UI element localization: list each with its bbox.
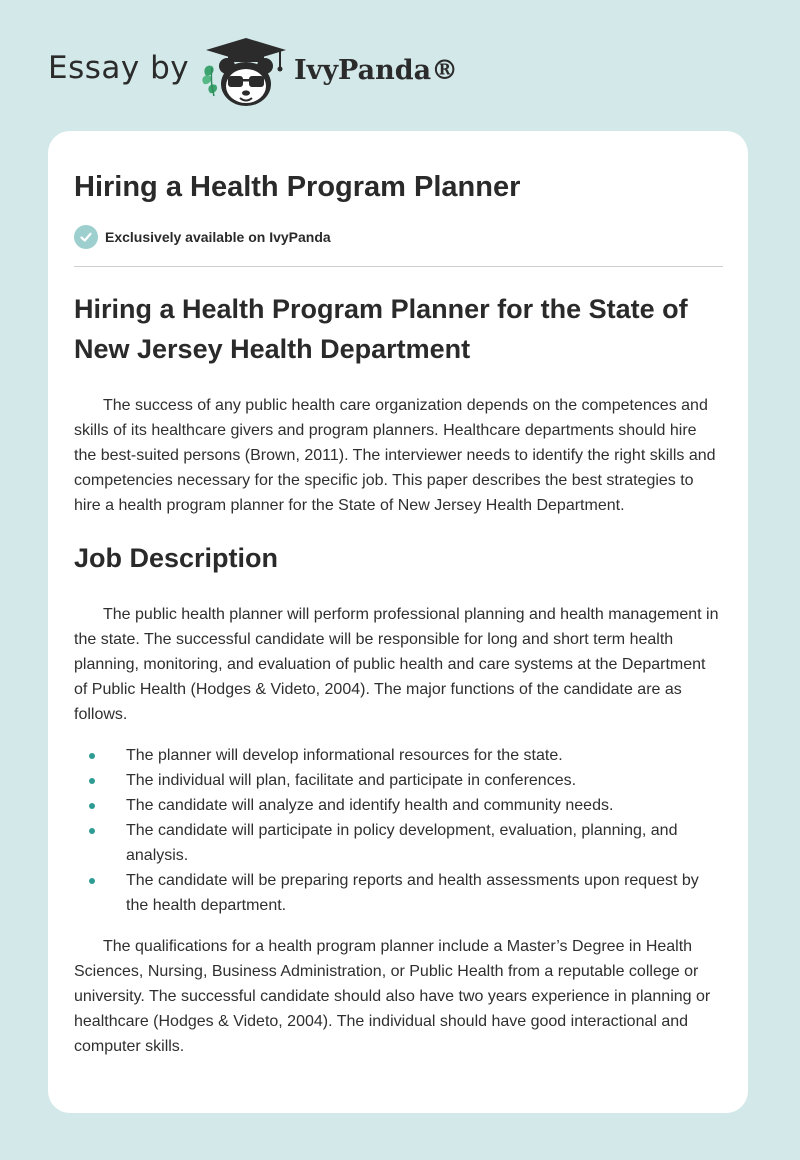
list-item-text: The planner will develop informational resources for the state.: [126, 747, 563, 764]
bullet-dot-icon: [89, 778, 95, 784]
list-item-text: The individual will plan, facilitate and participate in conferences.: [126, 772, 577, 789]
list-item-text: The candidate will participate in policy development, evaluation, planning, and analysis.: [126, 822, 678, 864]
brand-name[interactable]: IvyPanda®: [294, 55, 459, 86]
main-heading: Hiring a Health Program Planner for the State of New Jersey Health Department: [74, 294, 688, 364]
list-item: [74, 868, 722, 918]
intro-paragraph: The success of any public health care organization depends on the competences and skills of its healthcare givers and program planners. Healthcare departments should hire the best-suited persons (Brown, 2011). The interviewer needs to identify the right skills and competencies necessary for the specific job. This paper describes the best strategies to hire a health program planner for the State of New Jersey Health Department.: [74, 397, 716, 514]
exclusive-badge-label: Exclusively available on IvyPanda: [105, 229, 331, 245]
list-item: [74, 768, 722, 793]
panda-graduate-icon[interactable]: [200, 36, 292, 108]
qualifications-paragraph: The qualifications for a health program planner include a Master’s Degree in Health Sciences, Nursing, Business Administration, or Public Health from a reputable college or university. The successful candidate should also have two years experience in planning or healthcare (Hodges & Videto, 2004). The individual should have good interactional and computer skills.: [74, 938, 711, 1055]
site-header: [0, 0, 800, 130]
bullet-dot-icon: [89, 803, 95, 809]
list-item: [74, 793, 722, 818]
essay-by-label: Essay by: [48, 50, 190, 86]
title-divider: [74, 266, 723, 267]
list-item: [74, 743, 722, 768]
bullet-dot-icon: [89, 828, 95, 834]
ivy-leaf-icon: [202, 66, 217, 96]
list-item: [74, 818, 722, 868]
bullet-dot-icon: [89, 878, 95, 884]
exclusive-badge: [74, 224, 722, 250]
list-item-text: The candidate will be preparing reports and health assessments upon request by the health department.: [126, 872, 699, 914]
list-item-text: The candidate will analyze and identify health and community needs.: [126, 797, 614, 814]
job-paragraph: The public health planner will perform professional planning and health management in the state. The successful candidate will be responsible for long and short term health planning, monitoring, and evaluation of public health and care systems at the Department of Public Health (Hodges & Videto, 2004). The major functions of the candidate are as follows.: [74, 606, 719, 723]
bullet-dot-icon: [89, 753, 95, 759]
job-description-heading: Job Description: [74, 543, 279, 573]
functions-list: [74, 743, 722, 918]
essay-card: [48, 131, 748, 1113]
check-icon: [74, 225, 98, 249]
page-title: Hiring a Health Program Planner: [74, 171, 521, 203]
